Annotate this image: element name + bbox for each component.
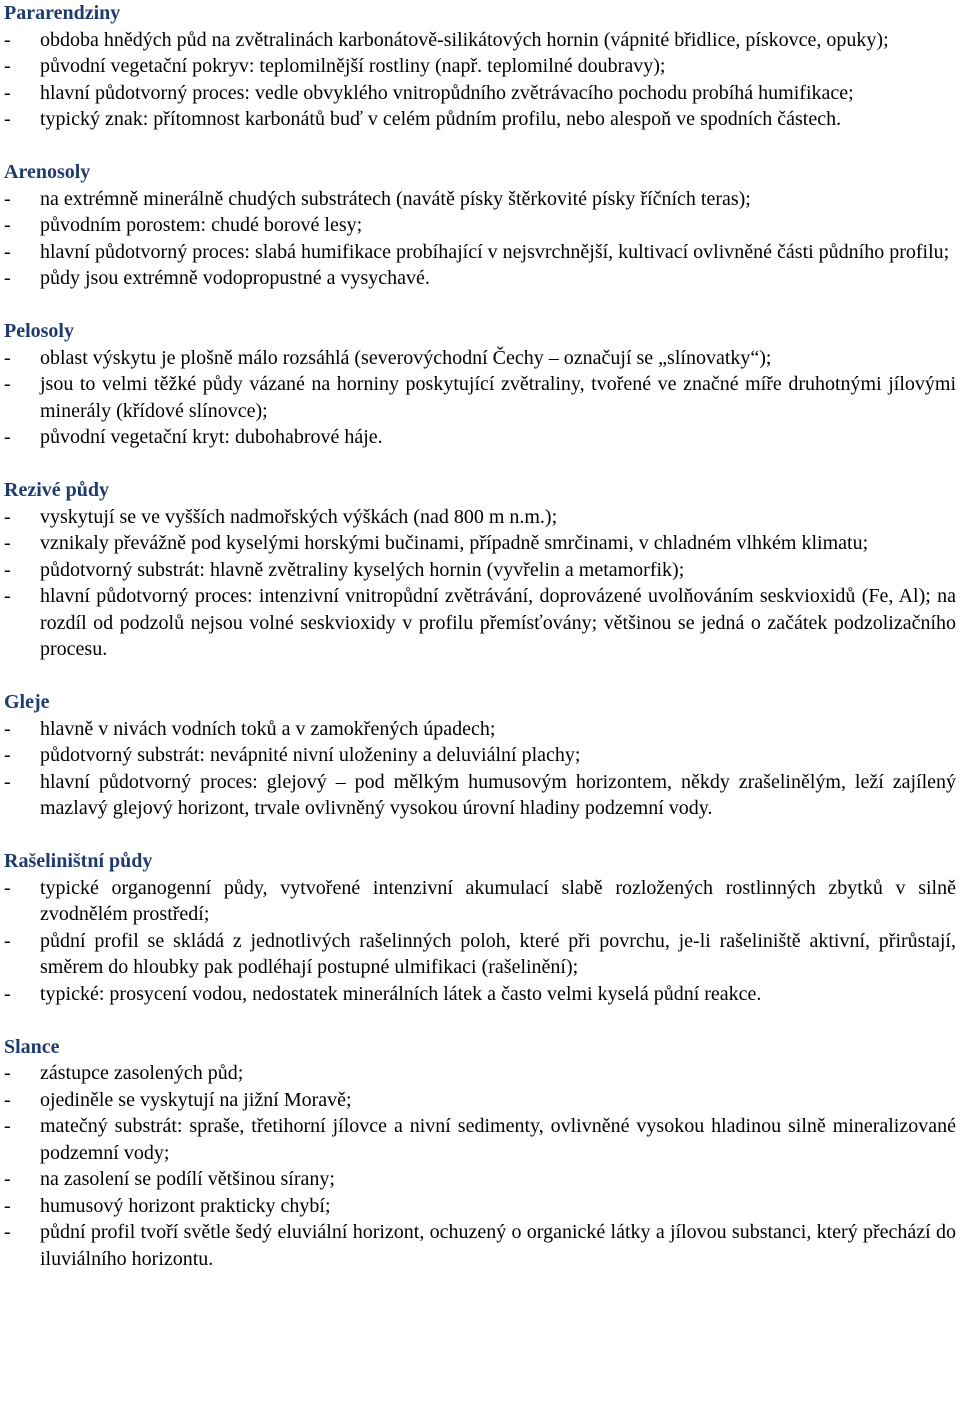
list-item-text: typické organogenní půdy, vytvořené intenzivní akumulací slabě rozložených rostlinných zbytků v silně zvodnělém prostředí; (40, 876, 956, 925)
dash-marker: - (4, 373, 11, 395)
list-item-text: půdotvorný substrát: nevápnité nivní uloženiny a deluviální plachy; (40, 744, 581, 766)
list-item-text: původním porostem: chudé borové lesy; (40, 214, 363, 236)
list-item-text: typický znak: přítomnost karbonátů buď v celém půdním profilu, nebo alespoň ve spodních částech. (40, 108, 842, 130)
list-item-text: humusový horizont prakticky chybí; (40, 1194, 331, 1217)
list-item (4, 424, 956, 451)
list-item-text: hlavně v nivách vodních toků a v zamokřených úpadech; (40, 717, 496, 740)
list-item (4, 371, 956, 424)
list-item (4, 80, 956, 107)
section-heading: Rezivé půdy (4, 479, 109, 501)
dash-marker: - (4, 214, 11, 236)
dash-marker: - (4, 876, 11, 899)
section-pelosoly (4, 318, 956, 451)
dash-marker: - (4, 426, 11, 448)
list-item (4, 716, 956, 743)
section-rezive-pudy (4, 477, 956, 663)
dash-marker: - (4, 240, 11, 263)
list-item (4, 27, 956, 54)
dash-marker: - (4, 1115, 11, 1137)
list-item-text: půdní profil tvoří světle šedý eluviální horizont, ochuzený o organické látky a jílovou substanci, který přechází do iluviálního horizontu. (40, 1221, 956, 1270)
list-item-text: původní vegetační pokryv: teplomilnější rostliny (např. teplomilné doubravy); (40, 55, 666, 77)
list-item (4, 212, 956, 239)
list-item (4, 53, 956, 80)
document-page (4, 0, 956, 1272)
section-arenosoly (4, 159, 956, 292)
list-item-text: půdotvorný substrát: hlavně zvětraliny kyselých hornin (vyvřelin a metamorfik); (40, 558, 685, 581)
dash-marker: - (4, 346, 11, 369)
list-item-text: matečný substrát: spraše, třetihorní jílovce a nivní sedimenty, ovlivněné vysokou hladinou silně mineralizované podzemní vody; (40, 1115, 956, 1164)
dash-marker: - (4, 585, 11, 607)
list-item (4, 106, 956, 133)
dash-marker: - (4, 717, 11, 740)
list-item (4, 345, 956, 372)
list-item (4, 742, 956, 769)
list-item-text: hlavní půdotvorný proces: intenzivní vnitropůdní zvětrávání, doprovázené uvolňováním seskvioxidů (Fe, Al); na rozdíl od podzolů nejsou volné seskvioxidy v profilu přemísťovány; většinou se jedná o začátek podzolizačního procesu. (40, 585, 956, 660)
list-item (4, 1087, 956, 1114)
section-heading: Pararendziny (4, 2, 121, 24)
section-slance (4, 1034, 956, 1273)
list-item-text: jsou to velmi těžké půdy vázané na horniny poskytující zvětraliny, tvořené ve značné míře druhotnými jílovými minerály (křídové slínovce); (40, 373, 956, 422)
section-heading: Slance (4, 1035, 60, 1058)
bullet-list (4, 504, 956, 663)
list-item (4, 1060, 956, 1087)
section-heading: Rašeliništní půdy (4, 850, 153, 872)
section-heading: Pelosoly (4, 320, 74, 342)
list-item-text: půdy jsou extrémně vodopropustné a vysychavé. (40, 267, 430, 289)
list-item (4, 239, 956, 266)
bullet-list (4, 716, 956, 822)
bullet-list (4, 875, 956, 1008)
section-heading: Gleje (4, 691, 50, 713)
dash-marker: - (4, 558, 11, 581)
dash-marker: - (4, 108, 11, 130)
section-heading: Arenosoly (4, 161, 91, 183)
dash-marker: - (4, 1168, 11, 1190)
list-item (4, 1113, 956, 1166)
list-item (4, 1193, 956, 1220)
list-item (4, 557, 956, 584)
bullet-list (4, 27, 956, 133)
list-item (4, 530, 956, 557)
list-item (4, 583, 956, 663)
list-item-text: na extrémně minerálně chudých substrátech (navátě písky štěrkovité písky říčních teras); (40, 187, 751, 210)
dash-marker: - (4, 55, 11, 77)
dash-marker: - (4, 28, 11, 51)
list-item-text: obdoba hnědých půd na zvětralinách karbonátově-silikátových hornin (vápnité břidlice, pískovce, opuky); (40, 28, 889, 51)
list-item-text: původní vegetační kryt: dubohabrové háje. (40, 426, 383, 448)
bullet-list (4, 345, 956, 451)
section-pararendziny (4, 0, 956, 133)
dash-marker: - (4, 929, 11, 952)
dash-marker: - (4, 267, 11, 289)
dash-marker: - (4, 982, 11, 1005)
dash-marker: - (4, 1221, 11, 1243)
list-item (4, 504, 956, 531)
dash-marker: - (4, 532, 11, 554)
dash-marker: - (4, 505, 11, 528)
list-item-text: ojediněle se vyskytují na jižní Moravě; (40, 1088, 352, 1111)
dash-marker: - (4, 1194, 11, 1217)
list-item-text: hlavní půdotvorný proces: slabá humifikace probíhající v nejsvrchnější, kultivací ovlivněné části půdního profilu; (40, 240, 950, 263)
list-item-text: zástupce zasolených půd; (40, 1062, 244, 1084)
list-item-text: hlavní půdotvorný proces: vedle obvyklého vnitropůdního zvětrávacího pochodu probíhá humifikace; (40, 81, 854, 104)
bullet-list (4, 1060, 956, 1272)
list-item-text: půdní profil se skládá z jednotlivých rašelinných poloh, které při povrchu, je-li rašeliniště aktivní, přirůstají, směrem do hloubky pak podléhají postupné ulmifikaci (rašelinění); (40, 929, 956, 978)
dash-marker: - (4, 81, 11, 104)
list-item (4, 769, 956, 822)
section-gleje (4, 689, 956, 822)
list-item-text: vyskytují se ve vyšších nadmořských výškách (nad 800 m n.m.); (40, 505, 558, 528)
list-item-text: vznikaly převážně pod kyselými horskými bučinami, případně smrčinami, v chladném vlhkém klimatu; (40, 532, 869, 554)
list-item (4, 1219, 956, 1272)
list-item-text: na zasolení se podílí většinou sírany; (40, 1168, 335, 1190)
list-item-text: typické: prosycení vodou, nedostatek minerálních látek a často velmi kyselá půdní reakce. (40, 982, 762, 1005)
section-raseliniste-pudy (4, 848, 956, 1007)
list-item (4, 186, 956, 213)
list-item (4, 1166, 956, 1193)
list-item (4, 981, 956, 1008)
list-item (4, 928, 956, 981)
list-item-text: oblast výskytu je plošně málo rozsáhlá (severovýchodní Čechy – označují se „slínovatky“); (40, 346, 772, 369)
dash-marker: - (4, 187, 11, 210)
list-item (4, 265, 956, 292)
dash-marker: - (4, 744, 11, 766)
dash-marker: - (4, 1088, 11, 1111)
list-item (4, 875, 956, 928)
dash-marker: - (4, 1062, 11, 1084)
bullet-list (4, 186, 956, 292)
dash-marker: - (4, 770, 11, 793)
list-item-text: hlavní půdotvorný proces: glejový – pod mělkým humusovým horizontem, někdy zrašelinělým, leží zajílený mazlavý glejový horizont, trvale ovlivněný vysokou úrovní hladiny podzemní vody. (40, 770, 956, 819)
